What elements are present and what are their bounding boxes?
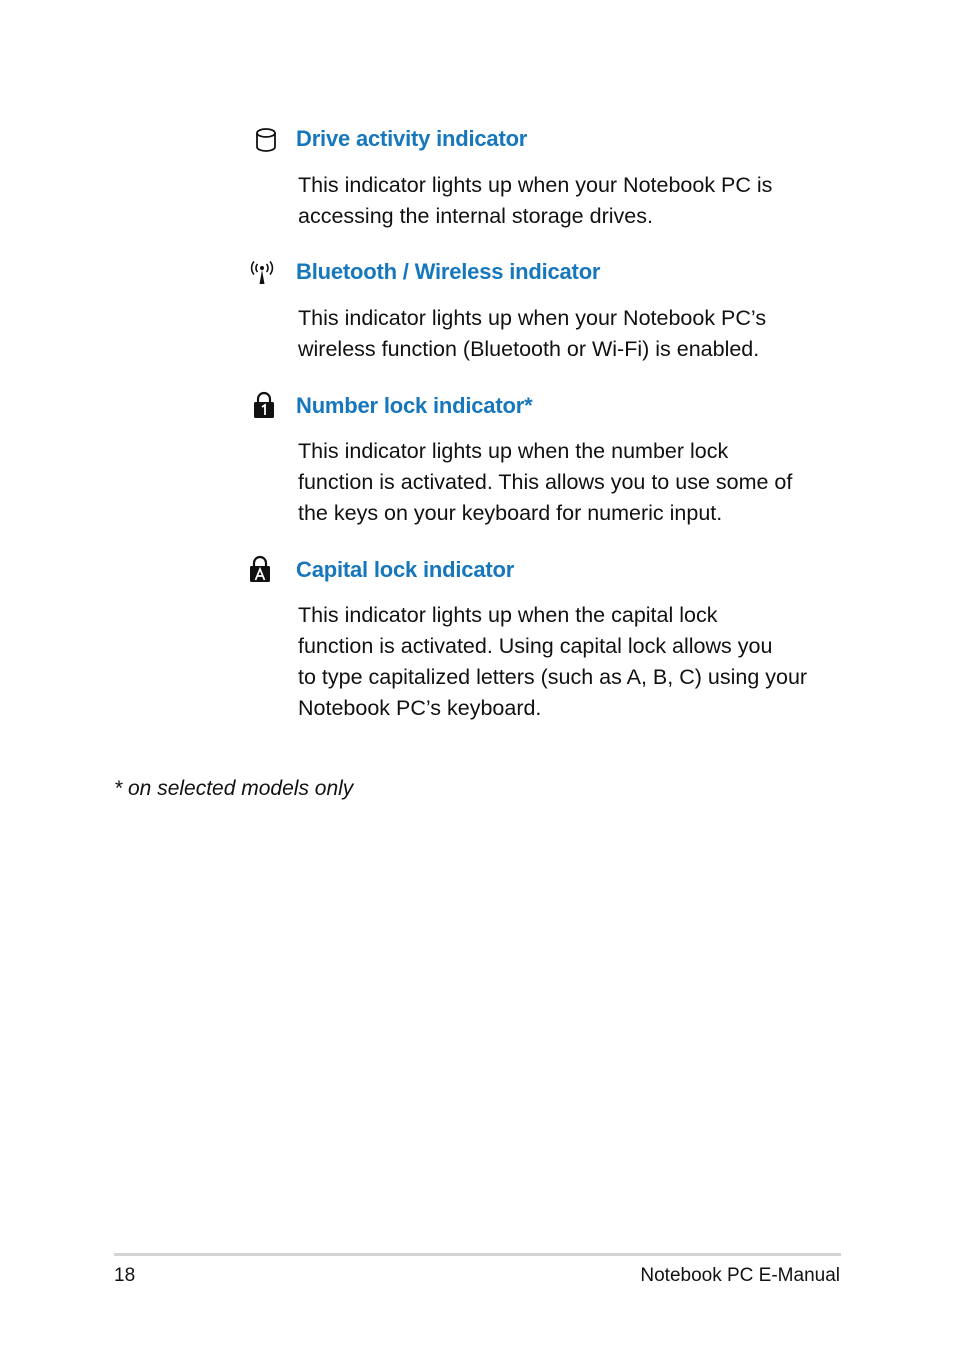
section-title: Number lock indicator* <box>296 393 533 418</box>
description-line: This indicator lights up when your Notebook PC is <box>298 173 773 197</box>
drive-icon <box>255 127 279 155</box>
section-title: Bluetooth / Wireless indicator <box>296 259 601 284</box>
manual-title: Notebook PC E-Manual <box>640 1265 840 1286</box>
number-lock-heading <box>250 391 850 421</box>
description-line: This indicator lights up when your Notebook PC’s <box>298 306 767 330</box>
page-number: 18 <box>114 1265 136 1286</box>
number-lock-icon <box>253 391 277 419</box>
wireless-antenna-icon <box>250 260 274 288</box>
description-line: function is activated. This allows you to use some of <box>298 470 793 494</box>
section-description <box>298 436 838 529</box>
section-description <box>298 170 838 232</box>
section-title: Drive activity indicator <box>296 126 528 151</box>
description-line: function is activated. Using capital lock allows you <box>298 634 773 658</box>
description-line: to type capitalized letters (such as A, B, C) using your <box>298 665 808 689</box>
capital-lock-heading <box>250 555 850 585</box>
description-line: accessing the internal storage drives. <box>298 204 653 228</box>
drive-activity-heading <box>250 124 850 154</box>
description-line: This indicator lights up when the capital lock <box>298 603 718 627</box>
description-line: the keys on your keyboard for numeric input. <box>298 501 723 525</box>
footer-divider <box>114 1253 841 1256</box>
description-line: This indicator lights up when the number lock <box>298 439 729 463</box>
description-line: wireless function (Bluetooth or Wi-Fi) is enabled. <box>298 337 760 361</box>
capital-lock-icon <box>249 555 273 583</box>
section-description <box>298 303 838 365</box>
description-line: Notebook PC’s keyboard. <box>298 696 542 720</box>
section-description <box>298 600 838 724</box>
footnote: * on selected models only <box>114 777 354 800</box>
wireless-heading <box>250 257 850 287</box>
section-title: Capital lock indicator <box>296 557 515 582</box>
